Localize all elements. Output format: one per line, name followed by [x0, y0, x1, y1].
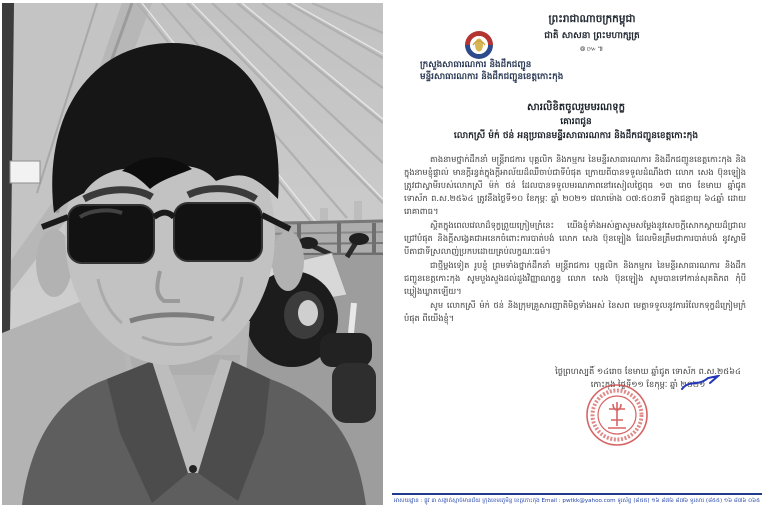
paragraph: ជាថ្មីម្តងទៀត រូបខ្ញុំ ព្រមទាំងថ្នាក់ដឹកនាំ មន្ត្រីរាជការ បុគ្គលិក និងកម្មករ នៃមន្ទីរសាធារណការ និងដឹកជញ្ជូនខេត្តកោះកុង សូមបួងសួងដល់ដួងវិញ្ញាណក្ខន្ធ លោក សេង ប៊ុនឡៀង សូមបានទៅកាន់សុគតិភព កុំបីឃ្លៀងឃ្លាតឡើយ។	[404, 260, 746, 296]
footer-contact: អាសយដ្ឋាន : ផ្លូវ ៣ សង្កាត់ស្មាច់មានជ័យ ក្រុងខេមរភូមិន្ទ ខេត្តកោះកុង Email : pwtkk@yahoo.com ទូរស័ព្ទ (៨៥៥) ១៦ ៨៧៦ ៨៧៦ ទូរសារ (៨៥៥) ១៦ ៨៧៦ ០៦៥	[393, 498, 761, 504]
ministry-logo	[464, 30, 494, 60]
letter-body	[404, 153, 746, 363]
paragraph: តាងនាមថ្នាក់ដឹកនាំ មន្ត្រីរាជការ បុគ្គលិក និងកម្មករ នៃមន្ទីរសាធារណការ និងដឹកជញ្ជូនខេត្តកោះកុង និងក្នុងនាមខ្ញុំផ្ទាល់ មានក្តីរន្ធត់ក្នុងក្តីអាល័យដ៏ឈឺចាប់ជាទីបំផុត ក្រោយពីបានទទួលដំណឹងថា លោក សេង ប៊ុនឡៀង ត្រូវជាស្វាមីរបស់លោកស្រី ម៉ក់ ថន់ ដែលបានទទួលមរណភាពនៅរសៀលថ្ងៃពុធ ១៣ រោច ខែមាឃ ឆ្នាំជូត ទោស័ក ព.ស.២៥៦៤ ត្រូវនឹងថ្ងៃទី១០ ខែកុម្ភៈ ឆ្នាំ ២០២១ វេលាម៉ោង ០៧:៥០នាទី ក្នុងជន្មាយុ ៦៤ឆ្នាំ ដោយរោគាពាធ។	[404, 154, 746, 216]
footer-divider	[392, 493, 762, 495]
official-letter-document	[384, 0, 768, 512]
shirt-button	[189, 465, 197, 473]
date-line-lunar: ថ្ងៃព្រហស្បតិ៍ ១៤រោច ខែមាឃ ឆ្នាំជូត ទោស័ក ព.ស.២៥៦៤	[555, 366, 741, 376]
ministry-department-block	[420, 59, 563, 83]
letter-title: សារលិខិតចូលរួមមរណទុក្ខ	[527, 102, 625, 113]
official-seal-stamp	[582, 382, 652, 448]
right-ear	[272, 231, 304, 291]
paragraph: សូម លោកស្រី ម៉ក់ ថន់ និងក្រុមគ្រួសារញាតិមិត្តទាំងអស់ នៃសព មេត្តាទទួលនូវការរំលែកទុក្ខដ៏ក្រៀមក្រំបំផុត ពីយើងខ្ញុំ។	[404, 300, 746, 323]
portrait-photo-illustration	[2, 3, 383, 505]
salutation: គោរពជូន	[560, 117, 592, 127]
signature-mark	[680, 375, 720, 393]
addressee-line: លោកស្រី ម៉ក់ ថន់ អនុប្រធានមន្ទីរសាធារណការ និងដឹកជញ្ជូនខេត្តកោះកុង	[453, 131, 699, 141]
national-motto: ជាតិ សាសនា ព្រះមហាក្សត្រ	[544, 31, 640, 41]
paragraph: ស្ថិតក្នុងពេលវេលាដ៏ទុក្ខព្រួយក្រៀមក្រំនេះ យើងខ្ញុំទាំងអស់គ្នាសូមសម្តែងនូវសេចក្តីសោកស្តាយដ៏ជ្រាលជ្រៅបំផុត និងក្តីសង្វេគជាអនេកចំពោះការបាត់បង់ លោក សេង ប៊ុនឡៀង ដែលមិនត្រឹមជាការបាត់បង់ នូវស្វាមី បីតាជាទីស្រលាញ់ប្រកបដោយគ្រប់លក្ខណៈធម៌។	[404, 220, 746, 256]
ministry-name: ក្រសួងសាធារណការ និងដឹកជញ្ជូន	[420, 60, 532, 70]
portrait-photo	[2, 3, 383, 505]
khmer-divider-ornament: ៙៚៕	[579, 45, 605, 53]
billboard	[10, 161, 40, 183]
kingdom-title: ព្រះរាជាណាចក្រកម្ពុជា	[548, 13, 636, 25]
department-name: មន្ទីរសាធារណការ និងដឹកជញ្ជូនខេត្តកោះកុង	[420, 72, 564, 82]
date-line-solar: កោះកុង ថ្ងៃទី១១ ខែកុម្ភៈ ឆ្នាំ ២០២១	[590, 379, 706, 389]
